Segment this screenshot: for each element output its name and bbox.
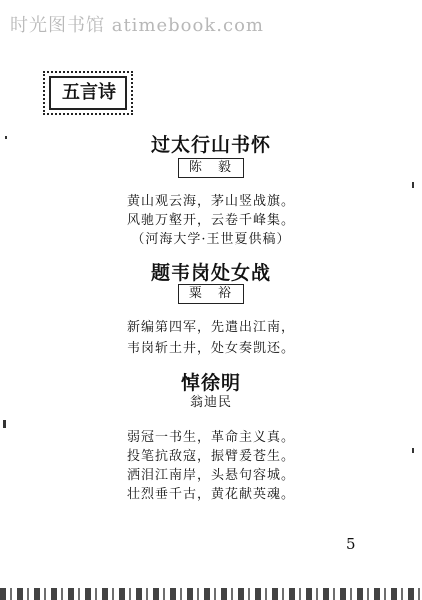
poem-line: 新编第四军，先遣出江南， xyxy=(126,320,295,335)
page-number: 5 xyxy=(346,535,356,553)
poem-author-name: 粟 裕 xyxy=(178,284,244,304)
poem-line: 壮烈垂千古，黄花献英魂。 xyxy=(126,487,295,502)
poem-title: 题韦岗处女战 xyxy=(150,262,271,284)
poem-line: 投笔抗敌寇，振臂爰苍生。 xyxy=(126,449,295,464)
poem-line: 弱冠一书生，革命主义真。 xyxy=(126,430,295,445)
poem-title: 悼徐明 xyxy=(180,372,241,394)
poem-author xyxy=(0,158,422,178)
scan-speck xyxy=(412,448,414,453)
poem-line: 风驰万壑开，云卷千峰集。 xyxy=(126,213,295,228)
poem-line: 韦岗斩土井，处女奏凯还。 xyxy=(126,341,295,356)
scan-speck xyxy=(3,420,6,428)
poem-line: 黄山观云海，茅山竖战旗。 xyxy=(126,194,295,209)
poem-author-name: 陈 毅 xyxy=(178,158,244,178)
poem-title: 过太行山书怀 xyxy=(150,134,271,156)
poem-line: 洒泪江南岸，头悬句容城。 xyxy=(126,468,295,483)
scan-speck xyxy=(5,136,7,139)
section-label: 五言诗 xyxy=(62,82,116,103)
scan-speck xyxy=(412,182,414,188)
poem-note: （河海大学·王世夏供稿） xyxy=(131,232,291,247)
poem-author: 翁迪民 xyxy=(189,395,232,410)
scan-bottom-edge xyxy=(0,588,422,600)
poem-author xyxy=(0,284,422,304)
watermark: 时光图书馆 atimebook.com xyxy=(10,15,264,36)
